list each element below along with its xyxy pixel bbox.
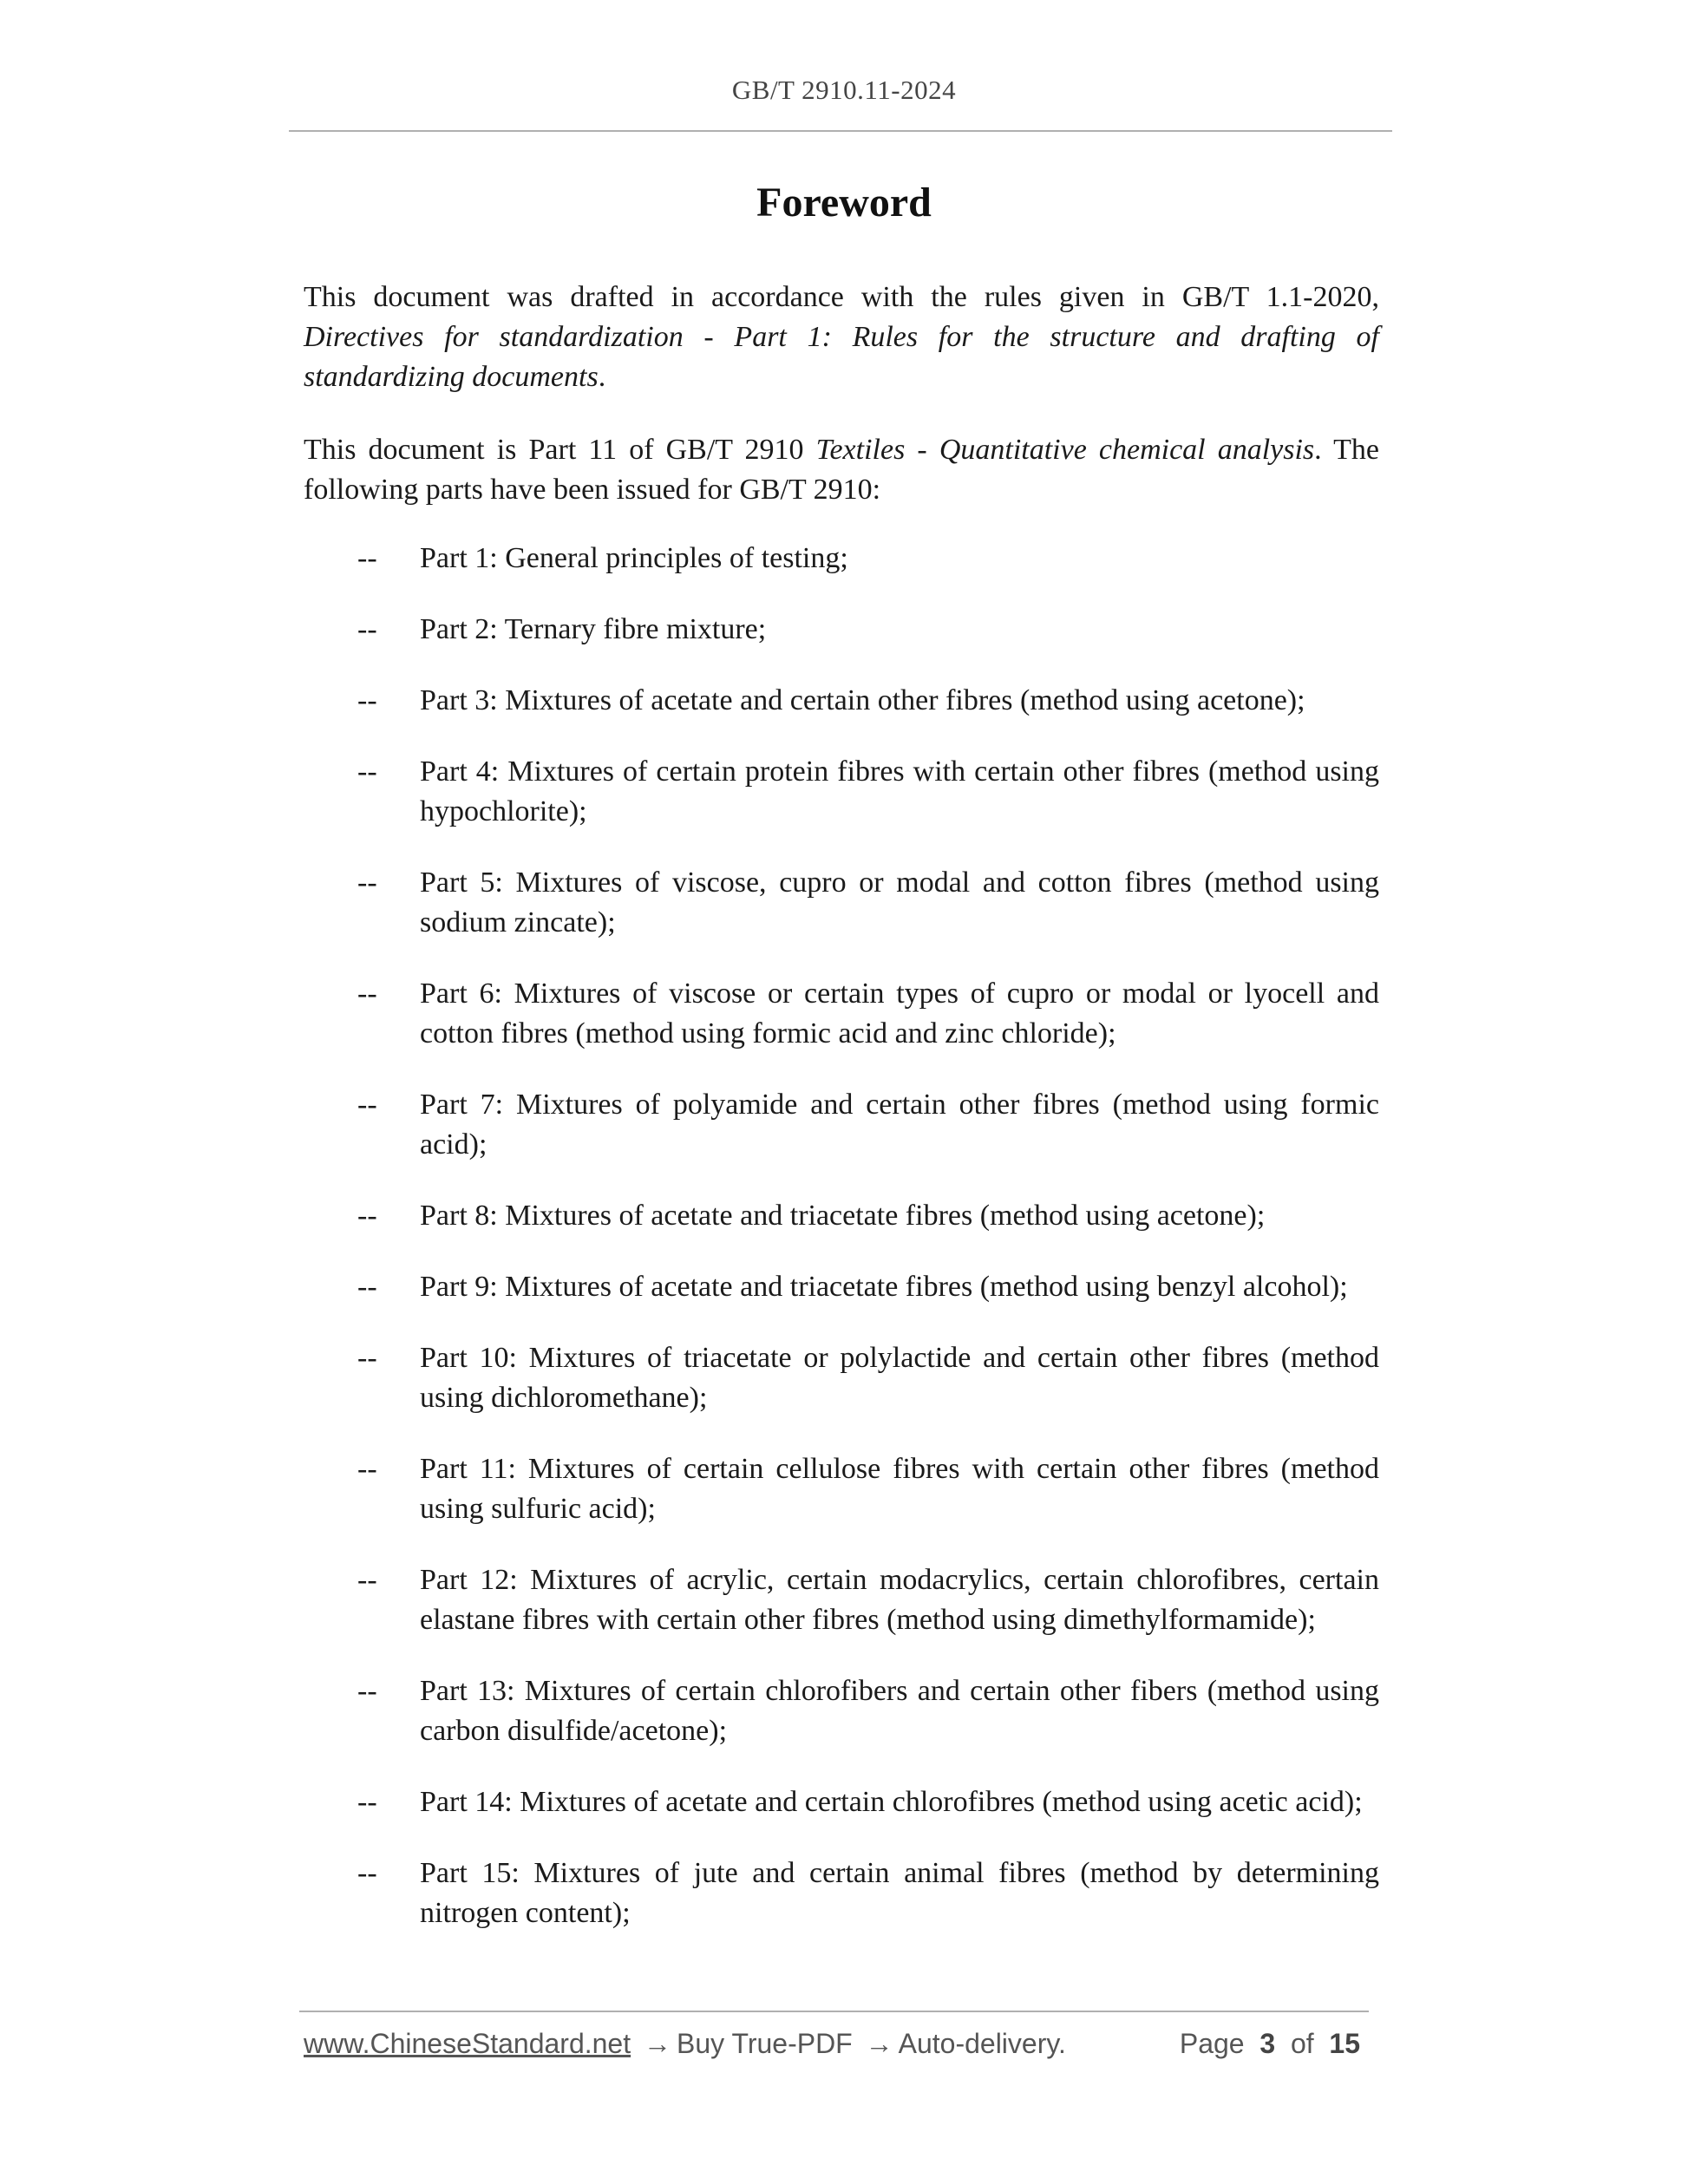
buy-true-pdf-text: Buy True-PDF xyxy=(677,2028,853,2059)
list-marker: -- xyxy=(357,1453,377,1485)
list-marker: -- xyxy=(357,1675,377,1707)
paragraph-2-text-end: . The following parts have been issued for GB/T 2910: xyxy=(304,434,1380,506)
list-item xyxy=(0,1338,1688,1418)
foreword-paragraph-2 xyxy=(304,430,1379,510)
list-item-text: Part 9: Mixtures of acetate and triacetate fibres (method using benzyl alcohol); xyxy=(420,1271,1348,1303)
list-item xyxy=(0,539,1688,579)
list-marker: -- xyxy=(357,1857,377,1889)
list-item-text: Part 8: Mixtures of acetate and triacetate fibres (method using acetone); xyxy=(420,1200,1266,1232)
list-item-text: Part 13: Mixtures of certain chlorofibers and certain other fibers (method using carbon disulfide/acetone); xyxy=(420,1675,1379,1747)
page-number xyxy=(1180,2028,1360,2060)
list-marker: -- xyxy=(357,1089,377,1121)
list-marker: -- xyxy=(357,978,377,1010)
list-marker: -- xyxy=(357,1271,377,1303)
paragraph-1-text-end: . xyxy=(598,361,606,393)
list-item xyxy=(0,1560,1688,1640)
list-item xyxy=(0,1196,1688,1236)
list-item xyxy=(0,974,1688,1054)
list-item xyxy=(0,1267,1688,1307)
list-item xyxy=(0,1449,1688,1529)
page-title: Foreword xyxy=(756,180,932,226)
list-item-text: Part 14: Mixtures of acetate and certain chlorofibres (method using acetic acid); xyxy=(420,1786,1363,1818)
site-link[interactable]: www.ChineseStandard.net xyxy=(304,2028,631,2059)
list-item xyxy=(0,752,1688,832)
list-item-text: Part 12: Mixtures of acrylic, certain modacrylics, certain chlorofibres, certain elastane fibres with certain other fibres (method using dimethylformamide); xyxy=(420,1564,1379,1636)
list-item-text: Part 4: Mixtures of certain protein fibres with certain other fibres (method using hypochlorite); xyxy=(420,755,1379,827)
page-label: Page xyxy=(1179,2028,1245,2059)
list-item-text: Part 7: Mixtures of polyamide and certain other fibres (method using formic acid); xyxy=(420,1089,1379,1161)
list-marker: -- xyxy=(357,755,377,788)
list-marker: -- xyxy=(357,684,377,716)
arrow-right-icon: → xyxy=(865,2028,893,2059)
list-item xyxy=(0,1085,1688,1165)
list-item-text: Part 10: Mixtures of triacetate or polylactide and certain other fibres (method using dichloromethane); xyxy=(420,1342,1379,1414)
page-current: 3 xyxy=(1259,2028,1276,2059)
list-item-text: Part 2: Ternary fibre mixture; xyxy=(420,613,767,645)
document-header-standard-number: GB/T 2910.11-2024 xyxy=(731,75,957,105)
list-marker: -- xyxy=(357,613,377,645)
header-divider xyxy=(289,130,1392,132)
page-footer xyxy=(304,2028,1371,2066)
paragraph-1-italic-title: Directives for standardization - Part 1: Rules for the structure and drafting of standardizing documents xyxy=(304,321,1379,393)
arrow-right-icon: → xyxy=(644,2028,671,2059)
list-item-text: Part 11: Mixtures of certain cellulose fibres with certain other fibres (method using sulfuric acid); xyxy=(420,1453,1379,1525)
list-item xyxy=(0,1854,1688,1933)
list-item xyxy=(0,610,1688,650)
list-item-text: Part 5: Mixtures of viscose, cupro or modal and cotton fibres (method using sodium zincate); xyxy=(420,866,1379,938)
footer-promo xyxy=(304,2028,1066,2060)
list-item xyxy=(0,1782,1688,1822)
issued-parts-list xyxy=(0,539,1688,1933)
list-item xyxy=(0,681,1688,721)
auto-delivery-text: Auto-delivery. xyxy=(898,2028,1066,2059)
foreword-paragraph-1 xyxy=(304,278,1379,397)
list-marker: -- xyxy=(357,1200,377,1232)
paragraph-2-text-start: This document is Part 11 of GB/T 2910 xyxy=(304,434,816,466)
list-item-text: Part 3: Mixtures of acetate and certain other fibres (method using acetone); xyxy=(420,684,1305,716)
paragraph-2-italic-title: Textiles - Quantitative chemical analysis xyxy=(815,434,1315,466)
list-item xyxy=(0,1671,1688,1751)
list-marker: -- xyxy=(357,542,377,574)
list-item xyxy=(0,863,1688,943)
list-item-text: Part 15: Mixtures of jute and certain animal fibres (method by determining nitrogen content); xyxy=(420,1857,1379,1929)
list-marker: -- xyxy=(357,1564,377,1596)
list-marker: -- xyxy=(357,1786,377,1818)
footer-divider xyxy=(299,2011,1369,2012)
paragraph-1-text-start: This document was drafted in accordance with the rules given in GB/T 1.1-2020, xyxy=(304,281,1379,313)
list-marker: -- xyxy=(357,866,377,899)
list-item-text: Part 1: General principles of testing; xyxy=(420,542,848,574)
page-total: 15 xyxy=(1329,2028,1360,2059)
list-item-text: Part 6: Mixtures of viscose or certain types of cupro or modal or lyocell and cotton fibres (method using formic acid and zinc chloride); xyxy=(420,978,1379,1049)
list-marker: -- xyxy=(357,1342,377,1374)
page-of-label: of xyxy=(1290,2028,1314,2059)
